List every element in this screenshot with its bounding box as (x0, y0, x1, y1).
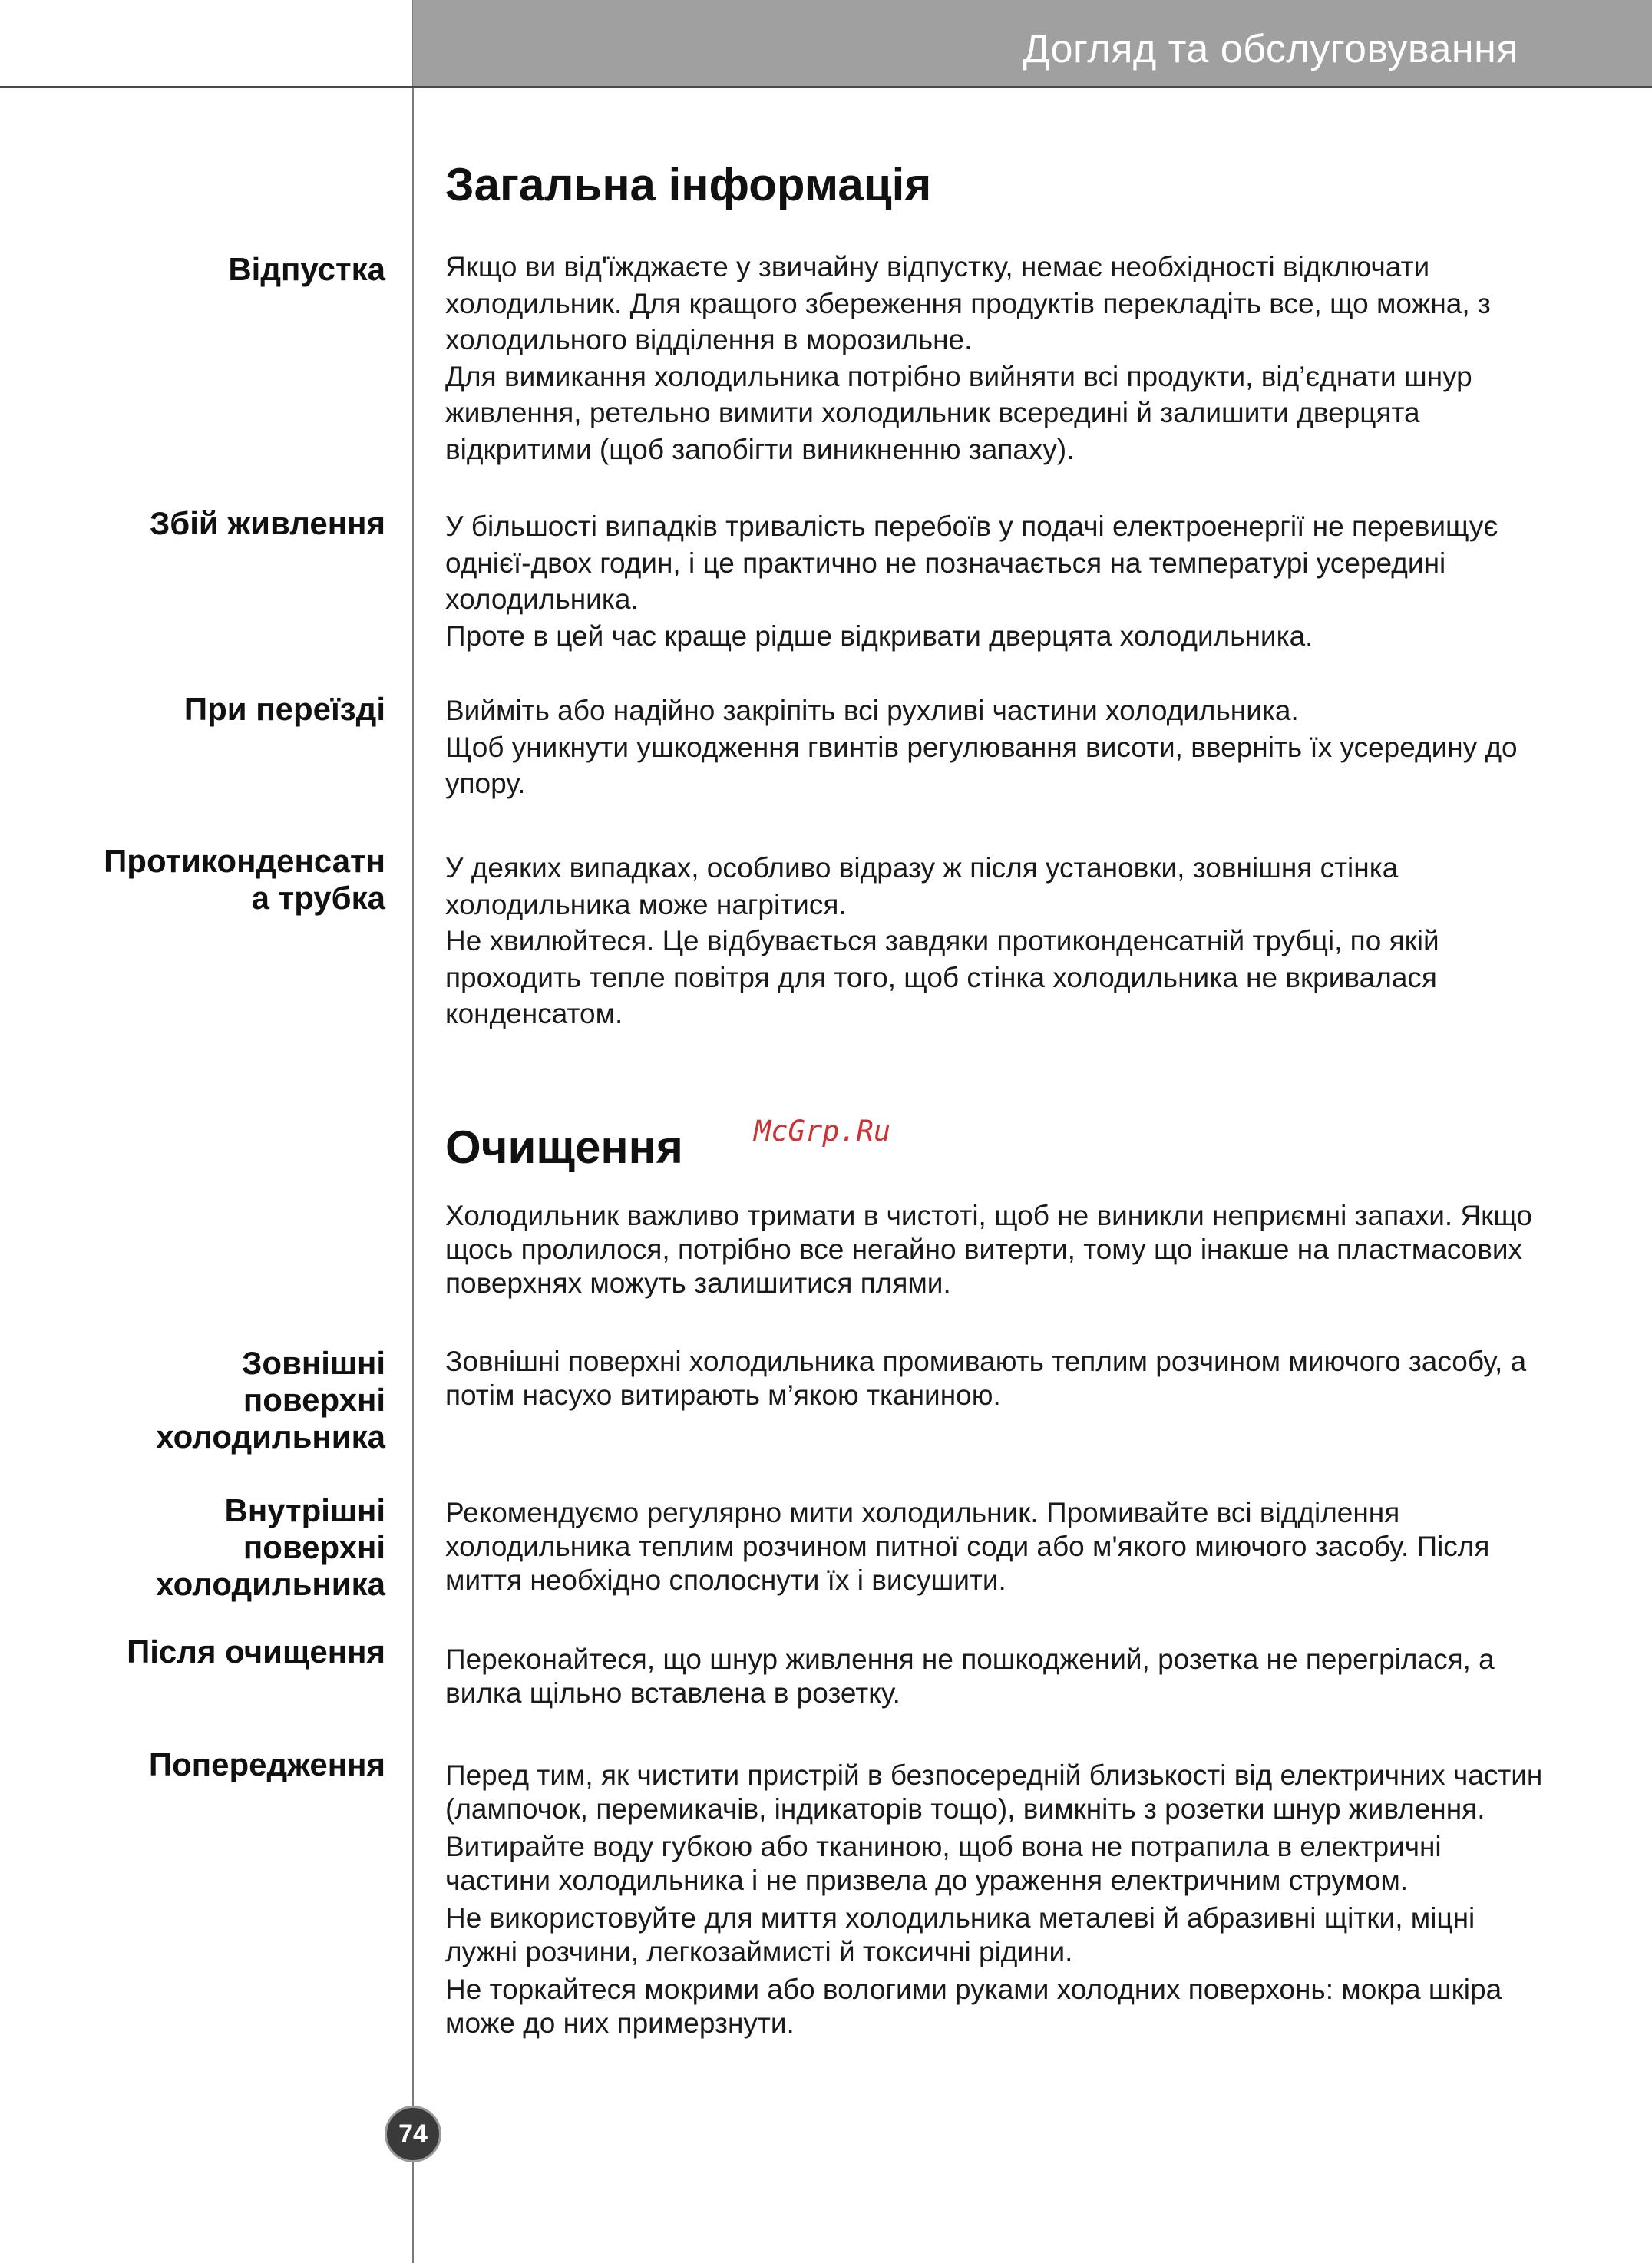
paragraph-line: У більшості випадків тривалість перебоїв у подачі електроенергії не перевищує однієї-двох годин, і це практично не позначається на температурі усередині холодильника. (445, 510, 1498, 615)
paragraph-line: Не торкайтеся мокрими або вологими руками холодних поверхонь: мокра шкіра може до них примерзнути. (445, 1974, 1502, 2039)
label-moving: При переїзді (183, 691, 385, 727)
paragraph-cleaning-intro: Холодильник важливо тримати в чистоті, щоб не виникли неприємні запахи. Якщо щось пролилося, потрібно все негайно витерти, тому що інакше на пластмасових поверхнях можуть залишитися плями. (445, 1200, 1532, 1299)
label-vacation: Відпустка (228, 251, 385, 287)
paragraph-moving (445, 692, 1543, 802)
label-interior-surfaces (32, 1492, 385, 1603)
paragraph-after-cleaning: Переконайтеся, що шнур живлення не пошкоджений, розетка не перегрілася, а вилка щільно вставлена в розетку. (445, 1644, 1495, 1709)
section-title-cleaning: Очищення (445, 1122, 683, 1173)
label-line: Внутрішні (224, 1492, 385, 1528)
label-line: холодильника (156, 1419, 385, 1455)
paragraph-vacation (445, 249, 1543, 467)
paragraph-line: Для вимикання холодильника потрібно вийняти всі продукти, від’єднати шнур живлення, ретельно вимити холодильник всередині й залишити дверцята відкритими (щоб запобігти виникненню запаху). (445, 360, 1472, 465)
section-title-general: Загальна інформація (445, 159, 932, 210)
margin-divider-line (412, 0, 414, 2263)
paragraph-line: Перед тим, як чистити пристрій в безпосередній близькості від електричних частин (лампочок, перемикачів, індикаторів тощо), вимкніть з розетки шнур живлення. (445, 1759, 1543, 1825)
paragraph-line: У деяких випадках, особливо відразу ж після установки, зовнішня стінка холодильника може нагрітися. (445, 852, 1399, 920)
paragraph-line: Щоб уникнути ушкодження гвинтів регулювання висоти, вверніть їх усередину до упору. (445, 731, 1518, 799)
paragraph-line: Не хвилюйтеся. Це відбувається завдяки протиконденсатній трубці, по якій проходить тепле повітря для того, щоб стінка холодильника не вкривалася конденсатом. (445, 925, 1439, 1029)
paragraph-exterior-surfaces: Зовнішні поверхні холодильника промивають теплим розчином миючого засобу, а потім насухо витирають м’якою тканиною. (445, 1346, 1527, 1411)
label-line: холодильника (156, 1566, 385, 1602)
page-number-badge: 74 (387, 2108, 439, 2160)
chapter-title: Догляд та обслуговування (1023, 27, 1518, 71)
label-line: а трубка (251, 880, 385, 916)
label-exterior-surfaces (32, 1345, 385, 1455)
paragraph-line: Проте в цей час краще рідше відкривати дверцята холодильника. (445, 619, 1313, 652)
paragraph-interior-surfaces: Рекомендуємо регулярно мити холодильник. Промивайте всі відділення холодильника теплим розчином питної соди або м'якого миючого засобу. Після миття необхідно сполоснути їх і висушити. (445, 1497, 1490, 1596)
paragraph-warning (445, 1759, 1543, 2040)
label-line: Протиконденсатн (104, 843, 385, 879)
header-rule (0, 86, 1652, 88)
paragraph-line: Витирайте воду губкою або тканиною, щоб вона не потрапила в електричні частини холодильника і не призвела до ураження електричним струмом. (445, 1831, 1442, 1896)
label-warning: Попередження (148, 1746, 385, 1782)
label-line: поверхні (243, 1529, 385, 1565)
paragraph-line: Не використовуйте для миття холодильника металеві й абразивні щітки, міцні лужні розчини, легкозаймисті й токсичні рідини. (445, 1902, 1475, 1967)
header-band (413, 0, 1652, 86)
label-line: поверхні (243, 1382, 385, 1418)
paragraph-line: Якщо ви від'їжджаєте у звичайну відпустку, немає необхідності відключати холодильник. Для кращого збереження продуктів перекладіть все, що можна, з холодильного відділення в морозильне. (445, 251, 1491, 355)
watermark: McGrp.Ru (754, 1115, 891, 1148)
label-anticondensation-tube (32, 843, 385, 917)
paragraph-line: Вийміть або надійно закріпіть всі рухливі частини холодильника. (445, 695, 1299, 726)
label-power-failure: Збій живлення (149, 505, 385, 541)
label-after-cleaning: Після очищення (127, 1634, 385, 1670)
paragraph-power-failure (445, 508, 1543, 654)
label-line: Зовнішні (242, 1345, 385, 1381)
paragraph-anticondensation (445, 850, 1543, 1032)
